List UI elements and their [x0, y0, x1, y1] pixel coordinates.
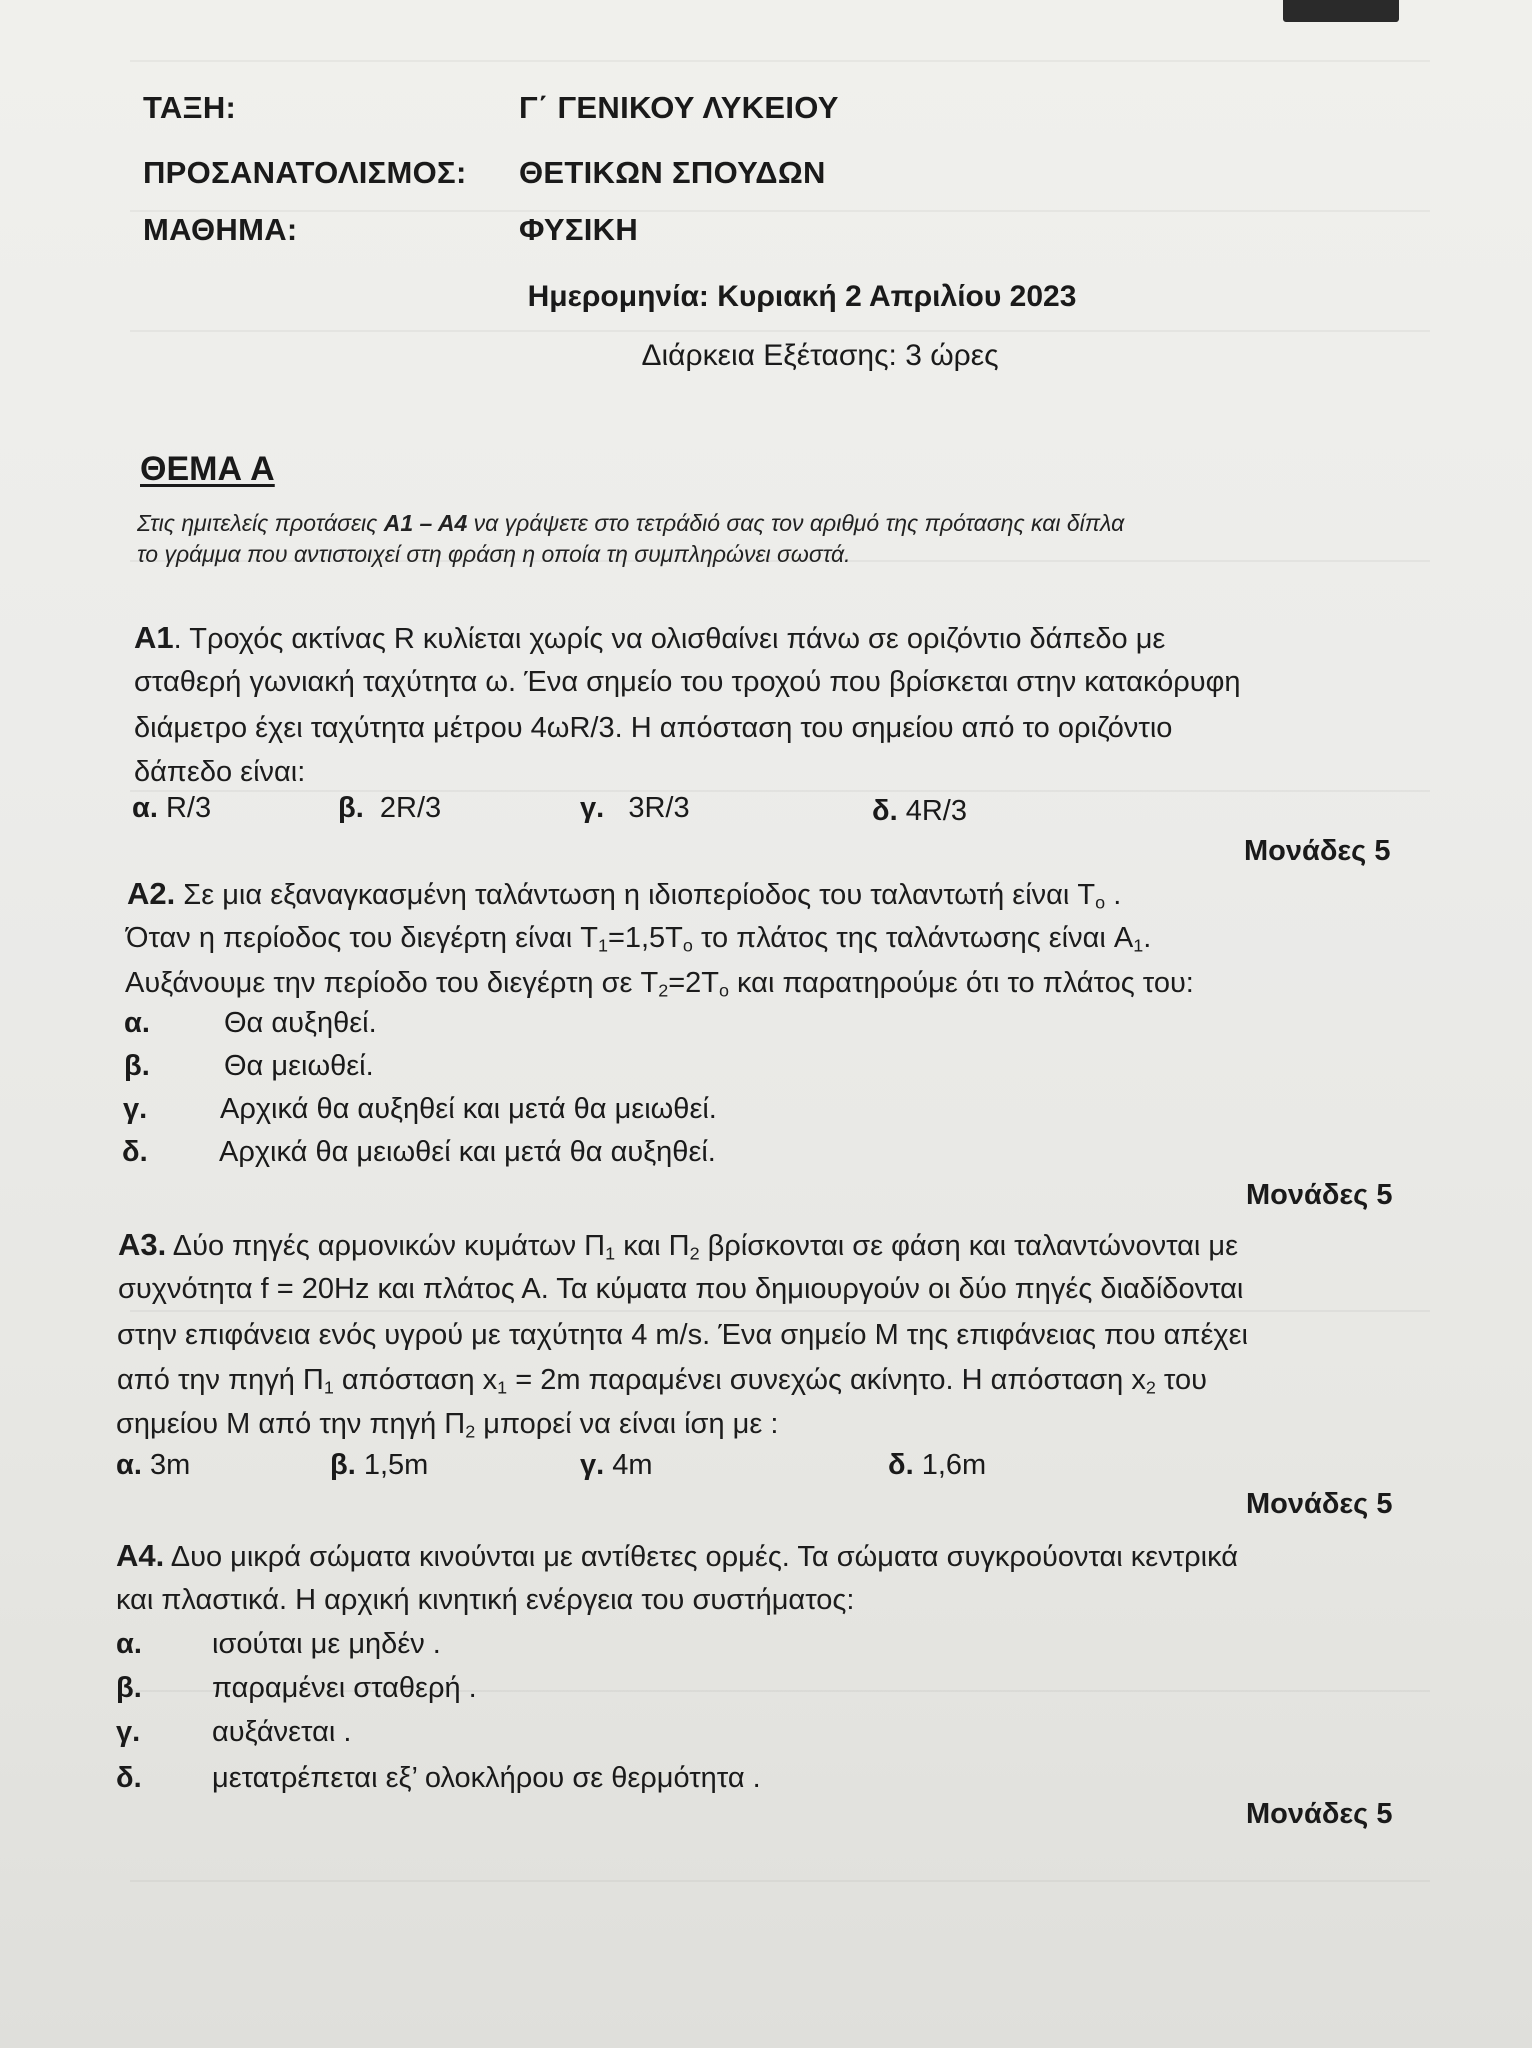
option-label: γ. [116, 1716, 141, 1748]
question-a2-line-1 [127, 876, 1121, 913]
option-label: α. [132, 792, 158, 824]
option-text: 3m [149, 1449, 191, 1481]
option-text: 4m [612, 1449, 653, 1481]
orientation-value: ΘΕΤΙΚΩΝ ΣΠΟΥΔΩΝ [519, 155, 826, 190]
option-label: α. [124, 1007, 150, 1039]
option-label: δ. [116, 1762, 142, 1794]
question-text: σημείου Μ από την πηγή Π [116, 1408, 466, 1440]
option-text: ισούται με μηδέν . [212, 1628, 441, 1660]
a3-option-b [330, 1449, 428, 1482]
question-a3-line-2: συχνότητα f = 20Hz και πλάτος Α. Τα κύματα που δημιουργούν οι δύο πηγές διαδίδονται [118, 1273, 1244, 1305]
question-text: . [1143, 922, 1152, 954]
question-text: Δυο μικρά σώματα κινούνται με αντίθετες ορμές. Τα σώματα συγκρούονται κεντρικά [164, 1541, 1239, 1573]
exam-duration: Διάρκεια Εξέτασης: 3 ώρες [641, 339, 999, 372]
question-a4-line-2: και πλαστικά. Η αρχική κινητική ενέργεια του συστήματος: [116, 1584, 855, 1616]
question-text: . [1105, 879, 1122, 911]
subscript: o [682, 935, 693, 956]
option-text: αυξάνεται . [212, 1716, 352, 1748]
question-text: το πλάτος της ταλάντωσης είναι A [692, 922, 1134, 954]
question-a1-line-1 [134, 620, 1165, 656]
question-a3-line-3: στην επιφάνεια ενός υγρού με ταχύτητα 4 m/s. Ένα σημείο Μ της επιφάνειας που απέχει [117, 1319, 1248, 1351]
a3-points: Μονάδες 5 [1246, 1488, 1393, 1520]
a3-option-c [580, 1449, 653, 1482]
question-a1-line-4: δάπεδο είναι: [134, 756, 306, 788]
option-text: Αρχικά θα αυξηθεί και μετά θα μειωθεί. [220, 1093, 717, 1125]
question-a2-number: Α2. [127, 876, 176, 911]
question-text: και παρατηρούμε ότι το πλάτος του: [728, 967, 1194, 999]
question-a3-line-1 [118, 1227, 1238, 1264]
option-label: γ. [580, 792, 605, 824]
option-label: δ. [122, 1136, 148, 1168]
corner-tab [1283, 0, 1399, 22]
subscript: 1 [497, 1377, 508, 1398]
question-a1-line-3: διάμετρο έχει ταχύτητα μέτρου 4ωR/3. Η απόσταση του σημείου από το οριζόντιο [134, 712, 1173, 744]
subject-value: ΦΥΣΙΚΗ [519, 212, 639, 247]
a3-option-d [888, 1449, 986, 1482]
question-text: μπορεί να είναι ίση με : [475, 1408, 779, 1440]
subject-label: ΜΑΘΗΜΑ: [143, 212, 298, 247]
option-text: Θα αυξηθεί. [224, 1007, 377, 1039]
subscript: o [718, 980, 729, 1001]
subscript: 2 [689, 1243, 700, 1264]
option-text: 3R/3 [628, 792, 690, 824]
option-label: β. [116, 1672, 142, 1704]
theme-instructions-line-2: το γράμμα που αντιστοιχεί στη φράση η οποία τη συμπληρώνει σωστά. [137, 541, 851, 567]
option-label: α. [116, 1628, 142, 1660]
bleed-through-line [130, 330, 1430, 332]
option-text: 1,5m [363, 1449, 429, 1481]
option-label: δ. [888, 1449, 914, 1481]
question-text: Αυξάνουμε την περίοδο του διεγέρτη σε T [125, 967, 659, 999]
question-a3-number: Α3. [118, 1227, 167, 1262]
instructions-text: να γράψετε στο τετράδιό σας τον αριθμό της πρότασης και δίπλα [467, 510, 1125, 536]
option-label: δ. [872, 795, 898, 827]
a4-points: Μονάδες 5 [1246, 1798, 1393, 1830]
a1-option-c [580, 792, 690, 825]
a2-option-d [122, 1136, 1022, 1172]
question-text: . Τροχός ακτίνας R κυλίεται χωρίς να ολισθαίνει πάνω σε οριζόντιο δάπεδο με [173, 623, 1166, 655]
question-text: από την πηγή Π [117, 1364, 324, 1396]
question-a1-number: Α1 [134, 620, 174, 655]
subscript: 1 [323, 1377, 334, 1398]
question-text: = 2m παραμένει συνεχώς ακίνητο. Η απόσταση x [507, 1364, 1146, 1396]
a2-option-c [123, 1093, 1023, 1129]
a3-option-a [116, 1449, 190, 1482]
class-label: ΤΑΞΗ: [143, 90, 237, 125]
a1-option-d [872, 795, 967, 828]
instructions-text: Στις ημιτελείς προτάσεις [137, 510, 384, 536]
question-text: Σε μια εξαναγκασμένη ταλάντωση η ιδιοπερίοδος του ταλαντωτή είναι T [175, 879, 1096, 911]
a4-option-a [116, 1628, 1016, 1664]
option-label: γ. [123, 1093, 148, 1125]
question-a3-line-4 [117, 1364, 1207, 1398]
question-text: Δύο πηγές αρμονικών κυμάτων Π [166, 1230, 606, 1262]
a2-option-b [124, 1050, 1024, 1086]
option-label: α. [116, 1449, 142, 1481]
question-a4-number: Α4. [116, 1538, 165, 1573]
question-a4-line-1 [116, 1538, 1238, 1574]
option-text: 4R/3 [905, 795, 967, 827]
option-text: Θα μειωθεί. [224, 1050, 374, 1082]
option-text: R/3 [165, 792, 212, 824]
a2-option-a [124, 1007, 1024, 1043]
question-a2-line-3 [125, 967, 1194, 1001]
question-text: =1,5T [607, 922, 683, 954]
a1-option-a [132, 792, 211, 825]
a1-option-b [338, 792, 441, 825]
a4-option-d [116, 1762, 1016, 1798]
option-text: παραμένει σταθερή . [212, 1672, 477, 1704]
option-label: β. [330, 1449, 356, 1481]
bleed-through-line [130, 790, 1430, 792]
question-a3-line-5 [116, 1408, 778, 1442]
bleed-through-line [130, 60, 1430, 62]
option-text: 2R/3 [379, 792, 442, 824]
question-text: =2T [668, 967, 719, 999]
bleed-through-line [130, 210, 1430, 212]
question-text: του [1155, 1364, 1207, 1396]
bleed-through-line [130, 1880, 1430, 1882]
option-label: β. [338, 792, 364, 824]
option-text: 1,6m [921, 1449, 987, 1481]
subscript: 2 [1145, 1377, 1156, 1398]
a4-option-b [116, 1672, 1016, 1708]
subscript: 1 [597, 935, 608, 956]
question-a1-line-2: σταθερή γωνιακή ταχύτητα ω. Ένα σημείο του τροχού που βρίσκεται στην κατακόρυφη [134, 666, 1241, 698]
question-a2-line-2 [126, 922, 1151, 956]
question-text: απόσταση x [333, 1364, 498, 1396]
a4-option-c [116, 1716, 1016, 1752]
option-label: γ. [580, 1449, 605, 1481]
subscript: 1 [1133, 935, 1144, 956]
subscript: 2 [658, 980, 669, 1001]
a1-points: Μονάδες 5 [1244, 835, 1391, 867]
theme-instructions-line-1 [137, 510, 1437, 537]
instructions-range: Α1 – Α4 [383, 510, 468, 536]
orientation-label: ΠΡΟΣΑΝΑΤΟΛΙΣΜΟΣ: [143, 155, 467, 190]
subscript: o [1095, 892, 1106, 913]
bleed-through-line [130, 1310, 1430, 1312]
option-text: μετατρέπεται εξ’ ολοκλήρου σε θερμότητα . [212, 1762, 761, 1794]
question-text: βρίσκονται σε φάση και ταλαντώνονται με [699, 1230, 1239, 1262]
question-text: Όταν η περίοδος του διεγέρτη είναι T [126, 922, 598, 954]
subscript: 2 [465, 1421, 476, 1442]
option-label: β. [124, 1050, 150, 1082]
theme-title: ΘΕΜΑ Α [140, 450, 275, 488]
question-text: και Π [615, 1230, 690, 1262]
option-text: Αρχικά θα μειωθεί και μετά θα αυξηθεί. [219, 1136, 716, 1168]
a2-points: Μονάδες 5 [1246, 1179, 1393, 1211]
exam-date: Ημερομηνία: Κυριακή 2 Απριλίου 2023 [527, 280, 1077, 313]
subscript: 1 [605, 1243, 616, 1264]
class-value: Γ΄ ΓΕΝΙΚΟΥ ΛΥΚΕΙΟΥ [519, 90, 839, 125]
